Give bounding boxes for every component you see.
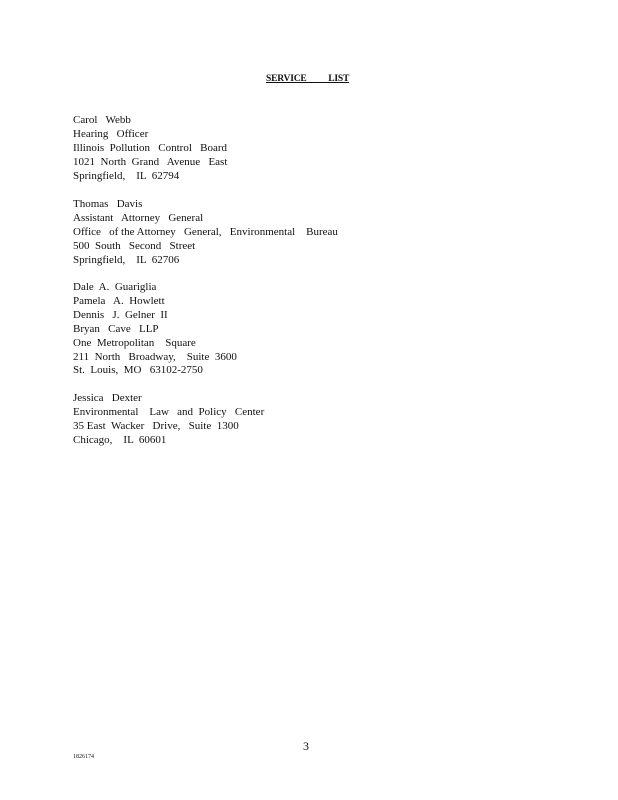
recipient-street: 35 East Wacker Drive, Suite 1300 — [73, 419, 239, 432]
recipient-name: Dennis J. Gelner II — [73, 308, 168, 321]
recipient-title: Hearing Officer — [73, 127, 149, 140]
recipient-name: Dale A. Guariglia — [73, 281, 157, 293]
recipient-name: Pamela A. Howlett — [73, 294, 165, 307]
page-number: 3 — [303, 739, 309, 753]
recipient-city-state-zip: Springfield, IL 62706 — [73, 253, 180, 266]
page-title: SERVICE LIST — [266, 74, 350, 84]
recipient-building: One Metropolitan Square — [73, 336, 196, 349]
recipient-organization: Office of the Attorney General, Environmental Bureau — [73, 225, 338, 238]
recipient-organization: Environmental Law and Policy Center — [73, 405, 265, 418]
document-id: 1826174 — [73, 754, 94, 760]
recipient-organization: Bryan Cave LLP — [73, 322, 159, 335]
recipient-name: Thomas Davis — [73, 198, 143, 210]
recipient-city-state-zip: St. Louis, MO 63102-2750 — [73, 364, 203, 377]
recipient-organization: Illinois Pollution Control Board — [73, 141, 228, 154]
recipient-block-davis — [73, 198, 338, 268]
recipient-street: 211 North Broadway, Suite 3600 — [73, 350, 237, 363]
recipient-name: Jessica Dexter — [73, 392, 142, 404]
recipient-block-webb — [73, 114, 227, 184]
recipient-title: Assistant Attorney General — [73, 211, 204, 224]
recipient-name: Carol Webb — [73, 114, 131, 126]
recipient-street: 1021 North Grand Avenue East — [73, 155, 228, 168]
recipient-block-dexter — [73, 392, 264, 448]
recipient-block-bryan-cave — [73, 281, 237, 378]
recipient-city-state-zip: Springfield, IL 62794 — [73, 169, 180, 182]
recipient-street: 500 South Second Street — [73, 239, 196, 252]
recipient-city-state-zip: Chicago, IL 60601 — [73, 433, 167, 446]
